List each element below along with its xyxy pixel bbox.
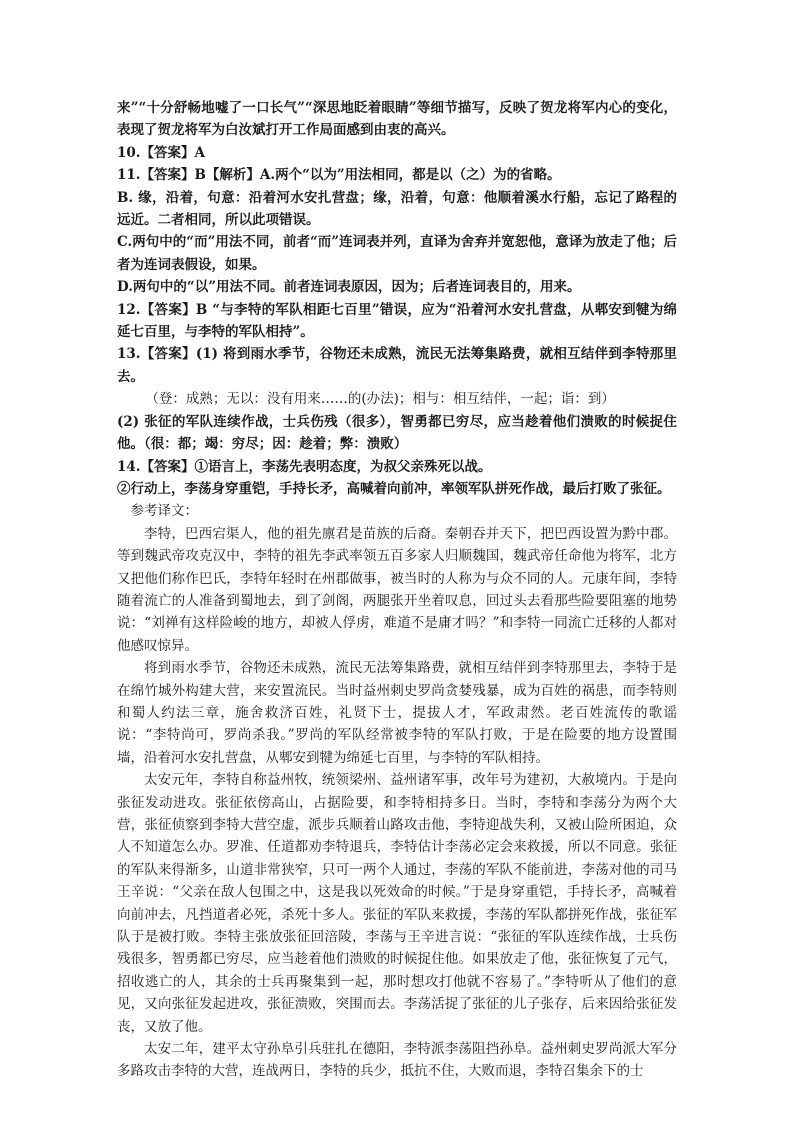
answer-10: 10.【答案】A	[117, 144, 205, 161]
answer-14-point-1: 14.【答案】①语言上，李荡先表明态度，为叔父亲殊死以战。	[117, 458, 492, 475]
translation-paragraph: 太安二年，建平太守孙阜引兵驻扎在德阳，李特派李荡阻挡孙阜。益州刺史罗尚派大军分多路攻击李特的大营，连战两日，李特的兵少，抵抗不住，大败而退，李特召集余下的士	[117, 1041, 677, 1080]
analysis-paragraph: 来”“十分舒畅地嘘了一口长气”“深思地眨着眼睛”等细节描写，反映了贺龙将军内心的变化，表现了贺龙将军为白汝斌打开工作局面感到由衷的高兴。	[117, 100, 677, 139]
answer-11-option-d: D.两句中的“以”用法不同。前者连词表原因，因为；后者连词表目的，用来。	[117, 279, 581, 296]
answer-11-option-c: C.两句中的“而”用法不同，前者“而”连词表并列，直译为舍弃并宽恕他，意译为放走了他；后者为连词表假设，如果。	[117, 234, 677, 273]
translation-paragraph: 李特，巴西宕渠人，他的祖先廪君是苗族的后裔。秦朝吞并天下，把巴西设置为黔中郡。等到魏武帝攻克汉中，李特的祖先李武率领五百多家人归顺魏国，魏武帝任命他为将军，北方又把他们称作巴氏，李特年轻时在州郡做事，被当时的人称为与众不同的人。元康年间，李特随着流亡的人准备到蜀地去，到了剑阁，两腿张开坐着叹息，回过头去看那些险要阻塞的地势说：“刘禅有这样险峻的地方，却被人俘虏，难道不是庸才吗？”和李特一同流亡迁移的人都对他感叹惊异。	[117, 525, 677, 654]
answer-11: 11.【答案】B【解析】A.两个“以为”用法相同，都是以（之）为的省略。	[117, 167, 561, 184]
answer-13-part-1: 13.【答案】(1) 将到雨水季节，谷物还未成熟，流民无法筹集路费，就相互结伴到李特那里去。	[117, 346, 677, 385]
translation-paragraph: 将到雨水季节，谷物还未成熟，流民无法筹集路费，就相互结伴到李特那里去，李特于是在绵竹城外构建大营，来安置流民。当时益州刺史罗尚贪婪残暴，成为百姓的祸患，而李特则和蜀人约法三章，施舍救济百姓，礼贤下士，提拔人才，军政肃然。老百姓流传的歌谣说：“李特尚可，罗尚杀我。”罗尚的军队经常被李特的军队打败，于是在险要的地方设置围墙，沿着河水安扎营盘，从郫安到犍为绵延七百里，与李特的军队相持。	[117, 660, 677, 766]
answer-12: 12.【答案】B “与李特的军队相距七百里”错误，应为“沿着河水安扎营盘，从郫安到犍为绵延七百里，与李特的军队相持”。	[117, 301, 677, 341]
document-page	[117, 97, 677, 1083]
answer-11-option-b: B. 缘，沿着，句意：沿着河水安扎营盘；缘，沿着，句意：他顺着溪水行船，忘记了路程的远近。二者相同，所以此项错误。	[117, 189, 677, 229]
translation-heading: 参考译文：	[130, 503, 198, 520]
translation-paragraph: 太安元年，李特自称益州牧，统领梁州、益州诸军事，改年号为建初，大赦境内。于是向张征发动进攻。张征依傍高山，占据险要，和李特相持多日。当时，李特和李荡分为两个大营，张征侦察到李特大营空虚，派步兵顺着山路攻击他，李特迎战失利，又被山险所困迫，众人不知道怎么办。罗准、任道都劝李特退兵，李特估计李荡必定会来救援，所以不同意。张征的军队来得渐多，山道非常狭窄，只可一两个人通过，李荡的军队不能前进，李荡对他的司马王辛说：“父亲在敌人包围之中，这是我以死效命的时候。”于是身穿重铠，手持长矛，高喊着向前冲去，凡挡道者必死，杀死十多人。张征的军队来救援，李荡的军队都拼死作战，张征军队于是被打败。李特主张放张征回涪陵，李荡与王辛进言说：“张征的军队连续作战，士兵伤残很多，智勇都已穷尽，应当趁着他们溃败的时候捉住他。如果放走了他，张征恢复了元气，招收逃亡的人，其余的士兵再聚集到一起，那时想攻打他就不容易了。”李特听从了他们的意见，又向张征发起进攻，张征溃败，突围而去。李荡活捉了张征的儿子张存，后来因给张征发丧，又放了他。	[117, 772, 677, 1035]
answer-13-part-2: (2) 张征的军队连续作战，士兵伤残（很多），智勇都已穷尽，应当趁着他们溃败的时候捉住他。（很：都；竭：穷尽；因：趁着；弊：溃败）	[117, 413, 677, 453]
answer-14-point-2: ②行动上，李荡身穿重铠，手持长矛，高喊着向前冲，率领军队拼死作战，最后打败了张征。	[117, 480, 671, 497]
answer-13-note: （登：成熟；无以：没有用来……的(办法)；相与：相互结伴，一起；诣：到）	[145, 391, 615, 408]
